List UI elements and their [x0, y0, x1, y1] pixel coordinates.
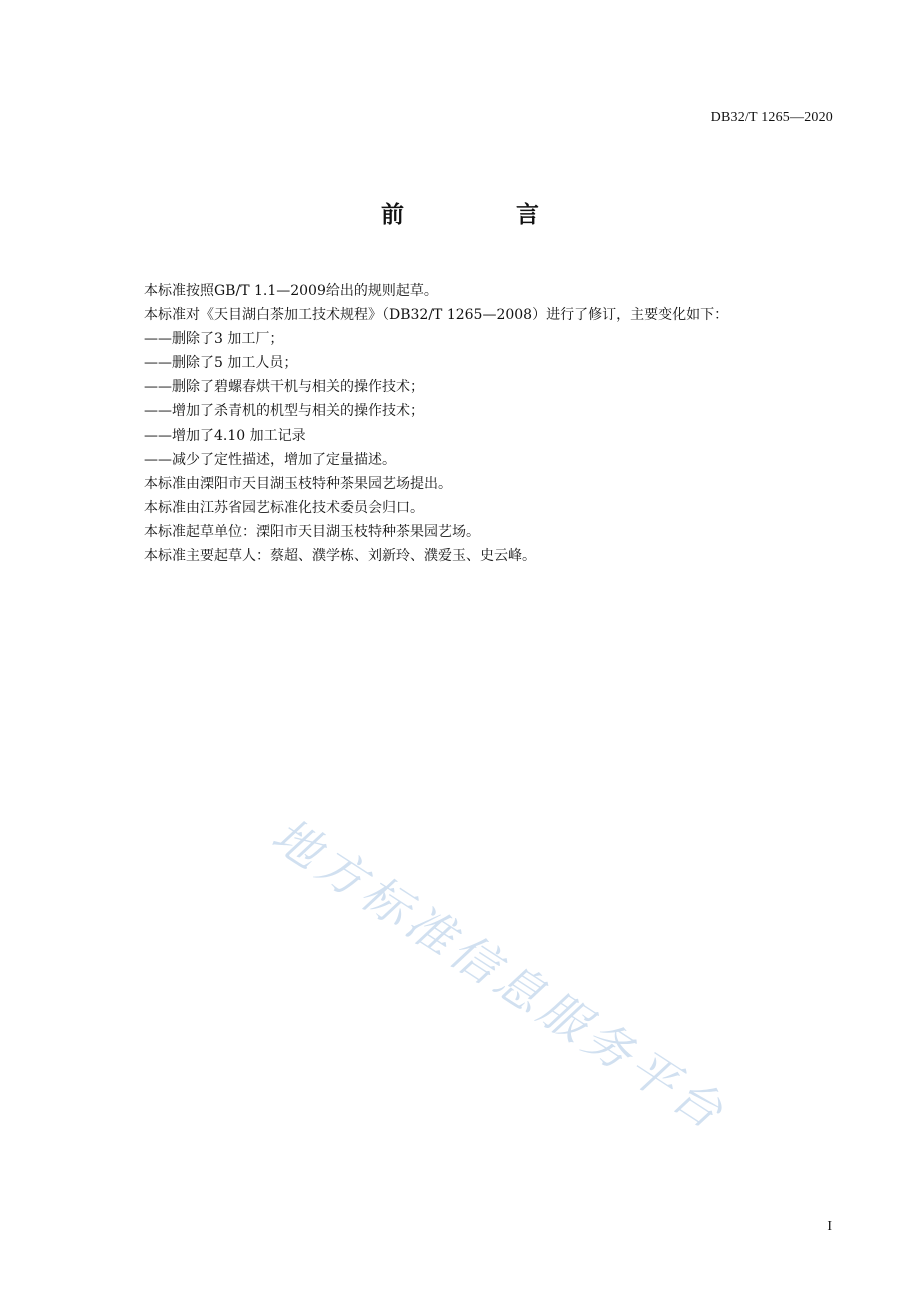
- page-number: I: [827, 1219, 832, 1234]
- change-item: ——删除了5 加工人员；: [144, 355, 298, 372]
- change-item: ——增加了杀青机的机型与相关的操作技术；: [144, 403, 424, 420]
- foreword-body: [144, 279, 844, 568]
- watermark: 地方标准信息服务平台: [261, 807, 737, 1143]
- change-item: ——删除了3 加工厂；: [144, 331, 284, 348]
- standard-code: DB32/T 1265—2020: [710, 110, 833, 125]
- paragraph-committee: 本标准由江苏省园艺标准化技术委员会归口。: [144, 499, 424, 516]
- paragraph-drafters: 本标准主要起草人：蔡超、濮学栋、刘新玲、濮爱玉、史云峰。: [144, 548, 536, 565]
- change-item: ——减少了定性描述，增加了定量描述。: [144, 451, 396, 468]
- paragraph-drafting-rules: 本标准按照GB/T 1.1—2009给出的规则起草。: [144, 283, 438, 299]
- change-item: ——删除了碧螺春烘干机与相关的操作技术；: [144, 379, 424, 396]
- page-title: 前 言: [380, 202, 591, 228]
- paragraph-drafting-unit: 本标准起草单位：溧阳市天目湖玉枝特种茶果园艺场。: [144, 523, 480, 540]
- paragraph-revision-intro: 本标准对《天目湖白茶加工技术规程》（DB32/T 1265—2008）进行了修订，主要变化如下：: [144, 307, 729, 324]
- paragraph-proposer: 本标准由溧阳市天目湖玉枝特种茶果园艺场提出。: [144, 475, 452, 492]
- change-item: ——增加了4.10 加工记录: [144, 427, 306, 444]
